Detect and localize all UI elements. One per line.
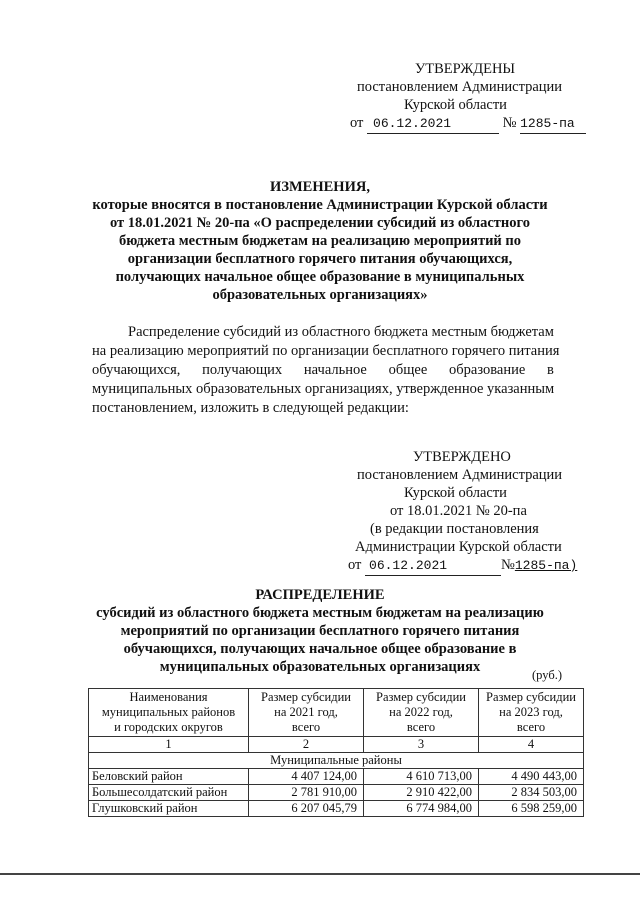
subsidy-2023: 4 490 443,00 [479, 769, 584, 785]
subsidy-2023: 6 598 259,00 [479, 801, 584, 817]
body-line: постановлением, изложить в следующей редакции: [92, 400, 409, 416]
table-header-row [89, 689, 584, 737]
approval2-line-4: (в редакции постановления [370, 521, 539, 537]
subsidy-2022: 2 910 422,00 [364, 785, 479, 801]
distribution-line: мероприятий по организации бесплатного горячего питания [120, 623, 520, 639]
approval-date: 06.12.2021 [367, 115, 499, 134]
approval2-title: УТВЕРЖДЕНО [413, 449, 511, 465]
body-line: муниципальных образовательных организациях, утвержденное указанным [92, 381, 555, 397]
body-line: обучающихся, получающих начальное общее образование в [92, 362, 554, 378]
approval-line-2: Курской области [404, 97, 507, 113]
changes-line: от 18.01.2021 № 20-па «О распределении субсидий из областного [109, 215, 530, 231]
approval-line-1: постановлением Администрации [357, 79, 563, 95]
subsidy-table [88, 688, 584, 817]
scan-edge-line [0, 873, 640, 875]
approval2-date-line [348, 556, 577, 576]
table-row [89, 801, 584, 817]
distribution-line: муниципальных образовательных организациях [159, 659, 481, 675]
unit-label: (руб.) [532, 668, 562, 682]
column-number: 1 [89, 737, 249, 753]
table-row [89, 769, 584, 785]
distribution-title: РАСПРЕДЕЛЕНИЕ [255, 587, 385, 603]
approval-number-prefix: № [502, 115, 517, 131]
approval2-date-prefix: от [348, 557, 362, 573]
column-number: 4 [479, 737, 584, 753]
district-name: Большесолдатский район [89, 785, 249, 801]
changes-line: организации бесплатного горячего питания обучающихся, [127, 251, 513, 267]
table-row [89, 785, 584, 801]
body-line: Распределение субсидий из областного бюджета местным бюджетам [128, 324, 554, 340]
distribution-line: субсидий из областного бюджета местным бюджетам на реализацию [96, 605, 544, 621]
changes-line: которые вносятся в постановление Администрации Курской области [92, 197, 548, 213]
distribution-line: обучающихся, получающих начальное общее образование в [123, 641, 517, 657]
approval2-line-5: Администрации Курской области [355, 539, 562, 555]
table-header-cell: Наименования муниципальных районов и городских округов [89, 689, 249, 737]
changes-line: получающих начальное общее образование в муниципальных [115, 269, 525, 285]
column-number: 3 [364, 737, 479, 753]
table-header-cell: Размер субсидии на 2023 год, всего [479, 689, 584, 737]
district-name: Беловский район [89, 769, 249, 785]
district-name: Глушковский район [89, 801, 249, 817]
section-label: Муниципальные районы [89, 753, 584, 769]
column-number: 2 [249, 737, 364, 753]
approval2-line-1: постановлением Администрации [357, 467, 563, 483]
approval-date-line [350, 114, 586, 134]
approval2-line-2: Курской области [404, 485, 507, 501]
approval2-date: 06.12.2021 [365, 557, 501, 576]
approval2-number: 1285-па) [514, 558, 578, 573]
approval-title: УТВЕРЖДЕНЫ [415, 61, 516, 77]
changes-title: ИЗМЕНЕНИЯ, [270, 179, 370, 195]
subsidy-2023: 2 834 503,00 [479, 785, 584, 801]
changes-line: бюджета местным бюджетам на реализацию мероприятий по [118, 233, 522, 249]
approval2-line-3: от 18.01.2021 № 20-па [390, 503, 527, 519]
table-column-number-row [89, 737, 584, 753]
subsidy-2021: 2 781 910,00 [249, 785, 364, 801]
approval2-number-prefix: № [501, 557, 515, 573]
approval-number: 1285-па [520, 115, 586, 134]
subsidy-2021: 6 207 045,79 [249, 801, 364, 817]
subsidy-2021: 4 407 124,00 [249, 769, 364, 785]
subsidy-2022: 4 610 713,00 [364, 769, 479, 785]
body-line: на реализацию мероприятий по организации бесплатного горячего питания [92, 343, 560, 359]
table-header-cell: Размер субсидии на 2021 год, всего [249, 689, 364, 737]
table-section-row [89, 753, 584, 769]
table-header-cell: Размер субсидии на 2022 год, всего [364, 689, 479, 737]
subsidy-2022: 6 774 984,00 [364, 801, 479, 817]
changes-line: образовательных организациях» [212, 287, 428, 303]
approval-date-prefix: от [350, 115, 364, 131]
